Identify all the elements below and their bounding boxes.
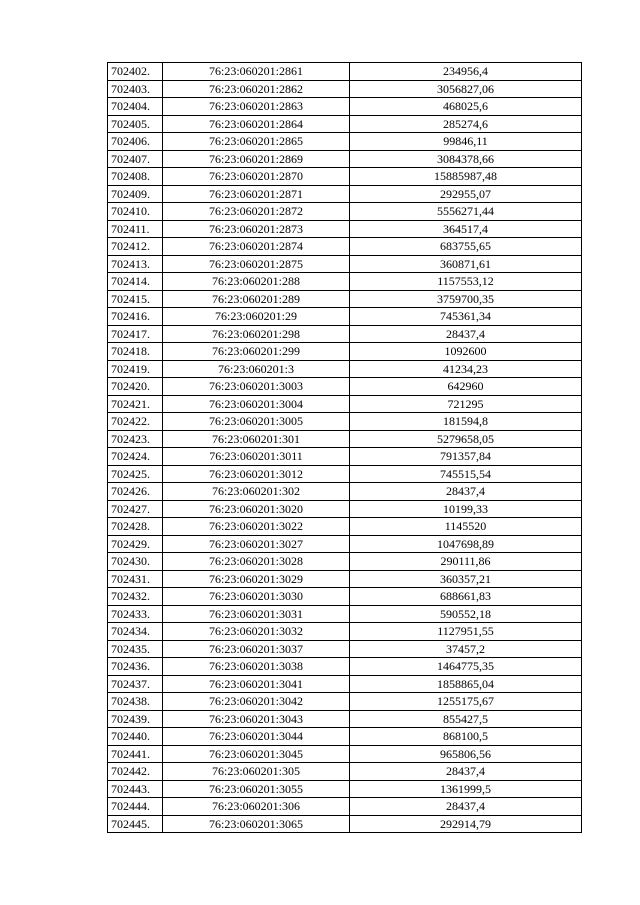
table-row	[108, 80, 582, 98]
cadastral-value: 28437,4	[350, 325, 582, 343]
row-number: 702430.	[108, 553, 163, 571]
row-number: 702432.	[108, 588, 163, 606]
row-number: 702425.	[108, 465, 163, 483]
cadastral-number: 76:23:060201:3	[163, 360, 350, 378]
cadastral-number: 76:23:060201:2863	[163, 98, 350, 116]
table-row	[108, 623, 582, 641]
cadastral-number: 76:23:060201:2873	[163, 220, 350, 238]
cadastral-value-table	[107, 62, 582, 833]
cadastral-value: 1255175,67	[350, 693, 582, 711]
row-number: 702433.	[108, 605, 163, 623]
row-number: 702445.	[108, 815, 163, 833]
cadastral-value: 37457,2	[350, 640, 582, 658]
row-number: 702415.	[108, 290, 163, 308]
row-number: 702420.	[108, 378, 163, 396]
table-row	[108, 343, 582, 361]
row-number: 702412.	[108, 238, 163, 256]
cadastral-number: 76:23:060201:306	[163, 798, 350, 816]
table-row	[108, 413, 582, 431]
table-row	[108, 63, 582, 81]
row-number: 702405.	[108, 115, 163, 133]
cadastral-number: 76:23:060201:2861	[163, 63, 350, 81]
cadastral-number: 76:23:060201:3044	[163, 728, 350, 746]
table-row	[108, 483, 582, 501]
cadastral-value: 290111,86	[350, 553, 582, 571]
row-number: 702416.	[108, 308, 163, 326]
cadastral-value: 28437,4	[350, 763, 582, 781]
cadastral-number: 76:23:060201:3037	[163, 640, 350, 658]
row-number: 702402.	[108, 63, 163, 81]
row-number: 702404.	[108, 98, 163, 116]
cadastral-value: 28437,4	[350, 483, 582, 501]
cadastral-value: 1464775,35	[350, 658, 582, 676]
row-number: 702443.	[108, 780, 163, 798]
table-row	[108, 640, 582, 658]
row-number: 702442.	[108, 763, 163, 781]
table-row	[108, 675, 582, 693]
cadastral-value: 688661,83	[350, 588, 582, 606]
row-number: 702427.	[108, 500, 163, 518]
table-row	[108, 308, 582, 326]
row-number: 702428.	[108, 518, 163, 536]
row-number: 702414.	[108, 273, 163, 291]
row-number: 702406.	[108, 133, 163, 151]
cadastral-value: 360357,21	[350, 570, 582, 588]
cadastral-number: 76:23:060201:2869	[163, 150, 350, 168]
row-number: 702435.	[108, 640, 163, 658]
cadastral-value: 855427,5	[350, 710, 582, 728]
row-number: 702437.	[108, 675, 163, 693]
cadastral-number: 76:23:060201:2862	[163, 80, 350, 98]
cadastral-value: 364517,4	[350, 220, 582, 238]
cadastral-number: 76:23:060201:3031	[163, 605, 350, 623]
cadastral-value: 1858865,04	[350, 675, 582, 693]
cadastral-number: 76:23:060201:3045	[163, 745, 350, 763]
cadastral-number: 76:23:060201:3041	[163, 675, 350, 693]
cadastral-value: 468025,6	[350, 98, 582, 116]
table-row	[108, 360, 582, 378]
table-row	[108, 693, 582, 711]
cadastral-number: 76:23:060201:2874	[163, 238, 350, 256]
cadastral-number: 76:23:060201:3043	[163, 710, 350, 728]
table-row	[108, 780, 582, 798]
row-number: 702419.	[108, 360, 163, 378]
cadastral-number: 76:23:060201:29	[163, 308, 350, 326]
table-row	[108, 203, 582, 221]
cadastral-number: 76:23:060201:3030	[163, 588, 350, 606]
row-number: 702431.	[108, 570, 163, 588]
cadastral-number: 76:23:060201:3004	[163, 395, 350, 413]
row-number: 702411.	[108, 220, 163, 238]
cadastral-number: 76:23:060201:302	[163, 483, 350, 501]
table-row	[108, 325, 582, 343]
row-number: 702409.	[108, 185, 163, 203]
cadastral-value: 99846,11	[350, 133, 582, 151]
table-row	[108, 255, 582, 273]
table-row	[108, 605, 582, 623]
table-row	[108, 728, 582, 746]
table-row	[108, 430, 582, 448]
cadastral-number: 76:23:060201:3012	[163, 465, 350, 483]
row-number: 702413.	[108, 255, 163, 273]
row-number: 702422.	[108, 413, 163, 431]
cadastral-number: 76:23:060201:2864	[163, 115, 350, 133]
row-number: 702441.	[108, 745, 163, 763]
cadastral-value: 791357,84	[350, 448, 582, 466]
cadastral-value: 28437,4	[350, 798, 582, 816]
cadastral-value: 285274,6	[350, 115, 582, 133]
table-row	[108, 500, 582, 518]
table-row	[108, 465, 582, 483]
row-number: 702444.	[108, 798, 163, 816]
cadastral-value: 1047698,89	[350, 535, 582, 553]
table-row	[108, 378, 582, 396]
cadastral-value: 1145520	[350, 518, 582, 536]
cadastral-value: 868100,5	[350, 728, 582, 746]
cadastral-value: 965806,56	[350, 745, 582, 763]
table-row	[108, 448, 582, 466]
cadastral-number: 76:23:060201:3029	[163, 570, 350, 588]
row-number: 702403.	[108, 80, 163, 98]
cadastral-value: 15885987,48	[350, 168, 582, 186]
cadastral-value: 360871,61	[350, 255, 582, 273]
cadastral-number: 76:23:060201:3011	[163, 448, 350, 466]
row-number: 702436.	[108, 658, 163, 676]
row-number: 702438.	[108, 693, 163, 711]
table-row	[108, 185, 582, 203]
table-row	[108, 220, 582, 238]
cadastral-value: 745515,54	[350, 465, 582, 483]
table-row	[108, 115, 582, 133]
row-number: 702440.	[108, 728, 163, 746]
cadastral-value: 1361999,5	[350, 780, 582, 798]
cadastral-number: 76:23:060201:2865	[163, 133, 350, 151]
table-row	[108, 658, 582, 676]
cadastral-number: 76:23:060201:3020	[163, 500, 350, 518]
cadastral-value: 642960	[350, 378, 582, 396]
table-row	[108, 290, 582, 308]
cadastral-value: 1127951,55	[350, 623, 582, 641]
table-row	[108, 133, 582, 151]
row-number: 702424.	[108, 448, 163, 466]
table-row	[108, 150, 582, 168]
table-row	[108, 798, 582, 816]
table-row	[108, 763, 582, 781]
cadastral-number: 76:23:060201:289	[163, 290, 350, 308]
cadastral-number: 76:23:060201:2871	[163, 185, 350, 203]
cadastral-number: 76:23:060201:299	[163, 343, 350, 361]
row-number: 702439.	[108, 710, 163, 728]
table-row	[108, 553, 582, 571]
cadastral-value: 181594,8	[350, 413, 582, 431]
table-row	[108, 815, 582, 833]
cadastral-value: 5556271,44	[350, 203, 582, 221]
row-number: 702434.	[108, 623, 163, 641]
row-number: 702429.	[108, 535, 163, 553]
cadastral-value: 41234,23	[350, 360, 582, 378]
table-row	[108, 168, 582, 186]
cadastral-number: 76:23:060201:288	[163, 273, 350, 291]
cadastral-value: 1157553,12	[350, 273, 582, 291]
cadastral-number: 76:23:060201:301	[163, 430, 350, 448]
cadastral-value: 1092600	[350, 343, 582, 361]
cadastral-value: 721295	[350, 395, 582, 413]
table-row	[108, 98, 582, 116]
table-row	[108, 535, 582, 553]
cadastral-value: 683755,65	[350, 238, 582, 256]
row-number: 702417.	[108, 325, 163, 343]
cadastral-value: 3084378,66	[350, 150, 582, 168]
cadastral-number: 76:23:060201:3027	[163, 535, 350, 553]
cadastral-value: 292955,07	[350, 185, 582, 203]
cadastral-number: 76:23:060201:3028	[163, 553, 350, 571]
row-number: 702418.	[108, 343, 163, 361]
row-number: 702407.	[108, 150, 163, 168]
cadastral-value: 234956,4	[350, 63, 582, 81]
row-number: 702408.	[108, 168, 163, 186]
cadastral-number: 76:23:060201:2870	[163, 168, 350, 186]
row-number: 702421.	[108, 395, 163, 413]
table-row	[108, 745, 582, 763]
cadastral-number: 76:23:060201:3042	[163, 693, 350, 711]
table-row	[108, 238, 582, 256]
row-number: 702426.	[108, 483, 163, 501]
cadastral-value: 5279658,05	[350, 430, 582, 448]
cadastral-value: 590552,18	[350, 605, 582, 623]
cadastral-value: 292914,79	[350, 815, 582, 833]
table-row	[108, 570, 582, 588]
cadastral-number: 76:23:060201:3065	[163, 815, 350, 833]
table-body	[108, 63, 582, 833]
table-row	[108, 273, 582, 291]
table-row	[108, 518, 582, 536]
cadastral-number: 76:23:060201:3022	[163, 518, 350, 536]
cadastral-number: 76:23:060201:3005	[163, 413, 350, 431]
table-row	[108, 710, 582, 728]
cadastral-value: 745361,34	[350, 308, 582, 326]
row-number: 702410.	[108, 203, 163, 221]
cadastral-value: 3759700,35	[350, 290, 582, 308]
table-row	[108, 395, 582, 413]
cadastral-number: 76:23:060201:3038	[163, 658, 350, 676]
cadastral-value: 10199,33	[350, 500, 582, 518]
cadastral-number: 76:23:060201:305	[163, 763, 350, 781]
cadastral-number: 76:23:060201:3003	[163, 378, 350, 396]
table-row	[108, 588, 582, 606]
row-number: 702423.	[108, 430, 163, 448]
cadastral-number: 76:23:060201:3032	[163, 623, 350, 641]
cadastral-number: 76:23:060201:298	[163, 325, 350, 343]
cadastral-number: 76:23:060201:2872	[163, 203, 350, 221]
cadastral-number: 76:23:060201:3055	[163, 780, 350, 798]
cadastral-number: 76:23:060201:2875	[163, 255, 350, 273]
cadastral-value: 3056827,06	[350, 80, 582, 98]
